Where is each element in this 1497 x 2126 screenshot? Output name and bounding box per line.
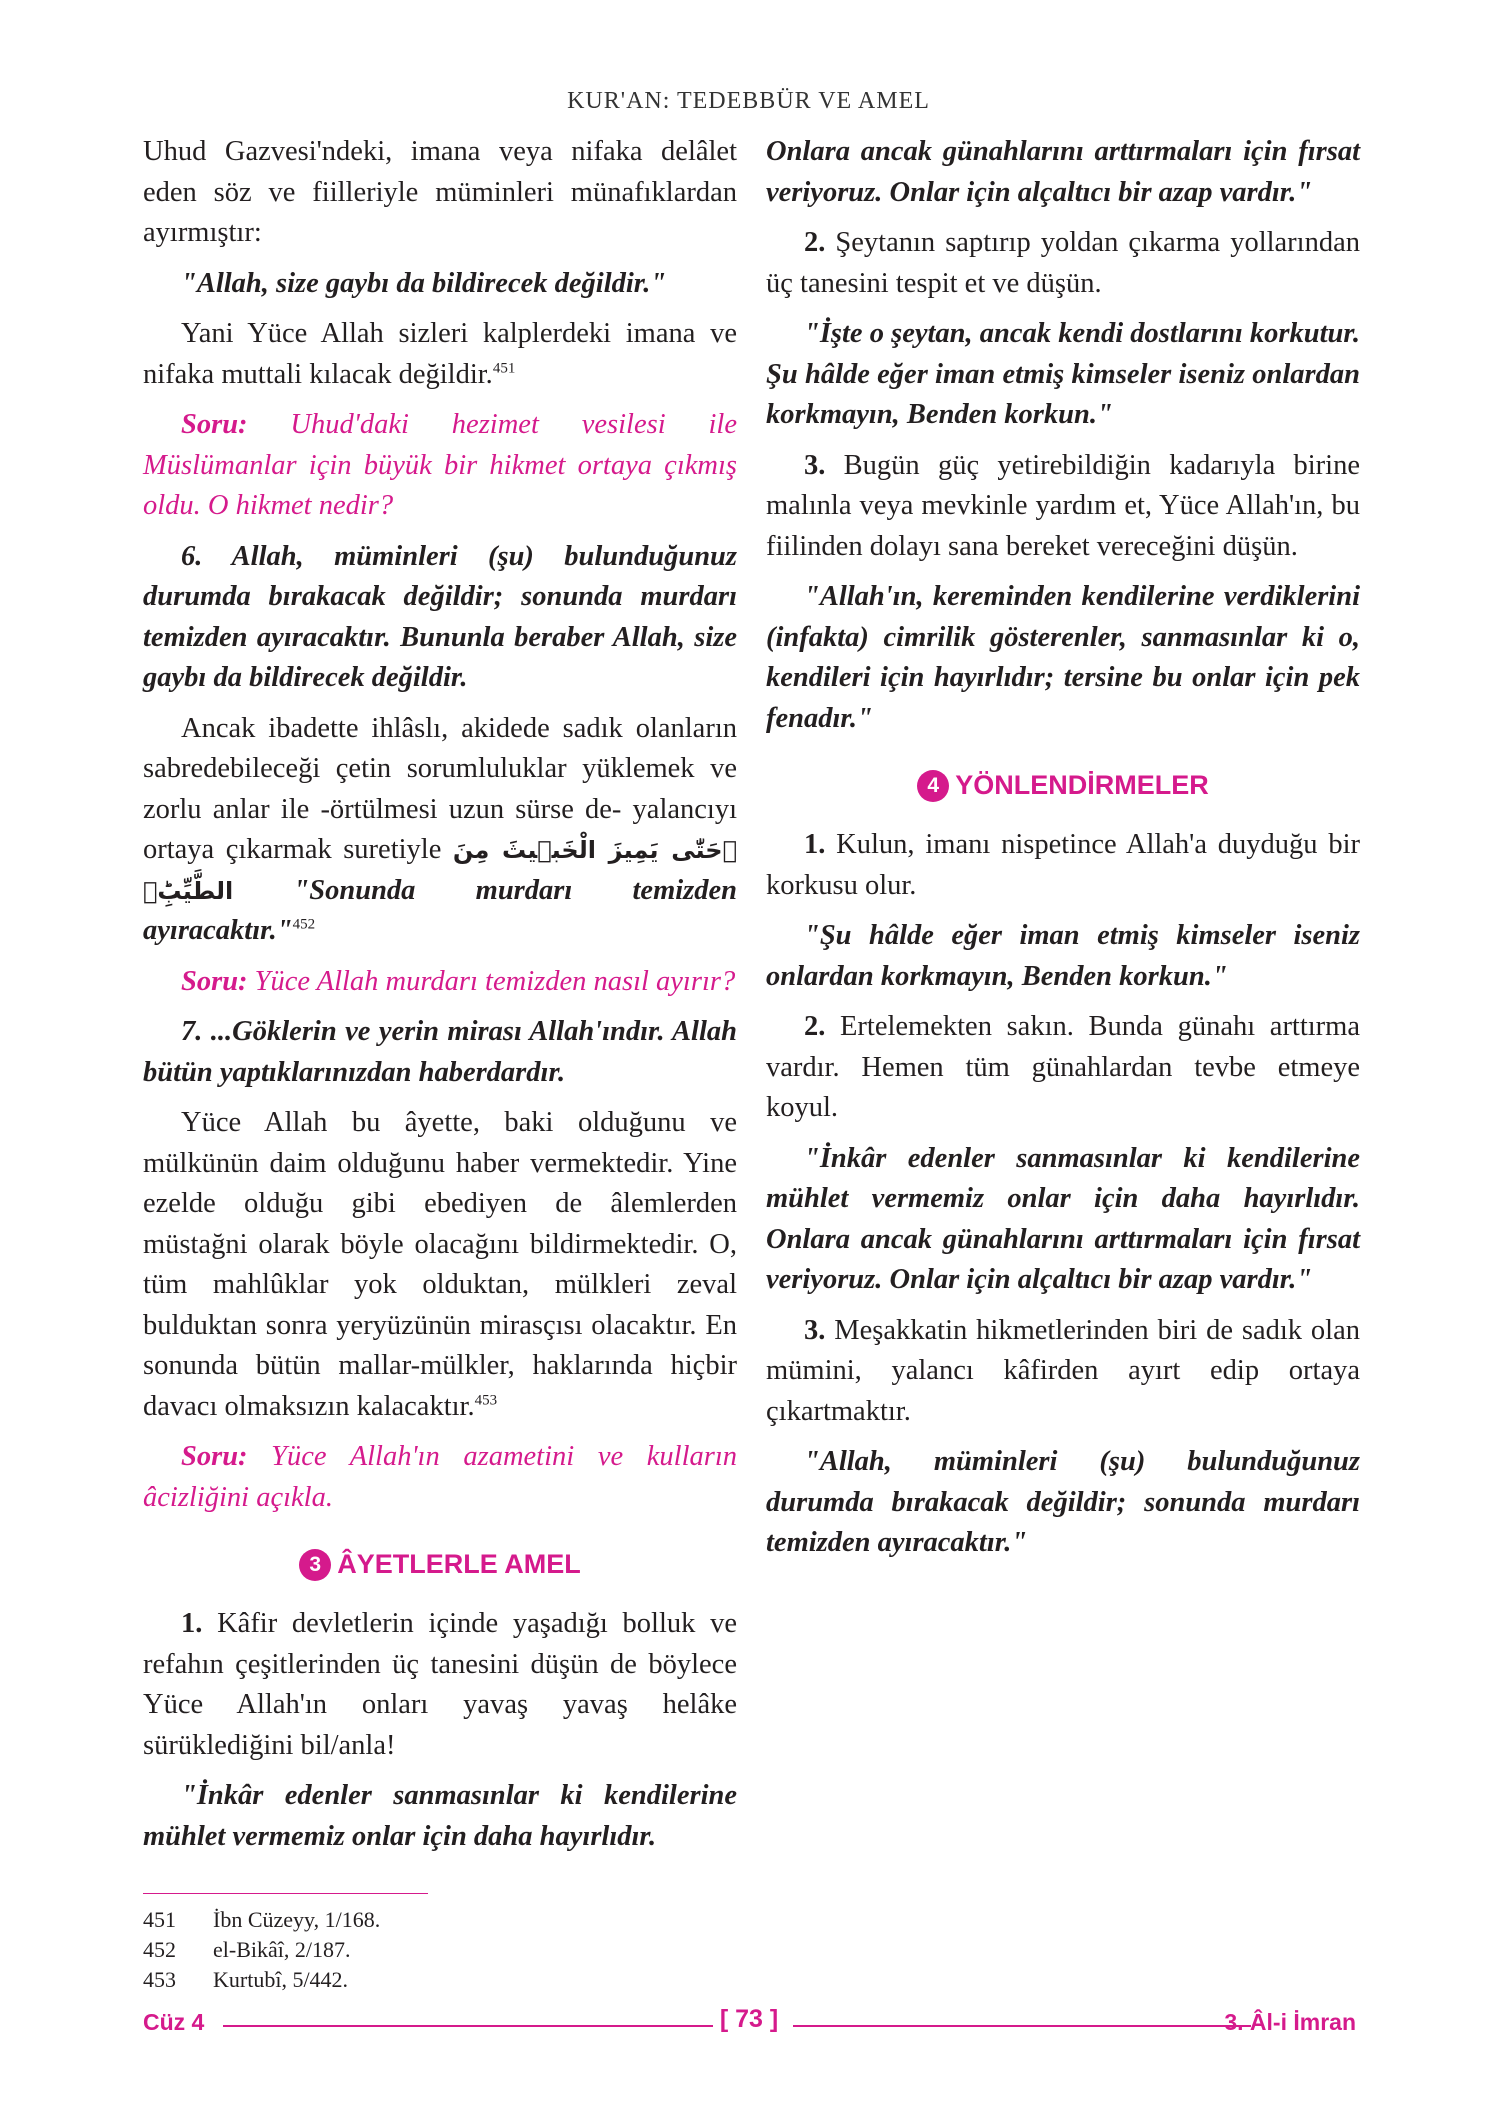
paragraph-text: Şeytanın saptırıp yoldan çıkarma yollarından üç tanesini tespit et ve düşün.	[766, 227, 1360, 299]
right-column	[766, 132, 1360, 1574]
question-text: Yüce Allah murdarı temizden nasıl ayırır?	[247, 965, 736, 997]
running-header: KUR'AN: TEDEBBÜR VE AMEL	[567, 88, 930, 114]
paragraph-text: Ertelemekten sakın. Bunda günahı arttırma vardır. Hemen tüm günahlardan tevbe etmeye koyul.	[766, 1011, 1360, 1123]
paragraph	[766, 1007, 1360, 1129]
item-number: 3.	[804, 1314, 826, 1346]
question-label: Soru:	[181, 1441, 248, 1472]
footer-rule	[793, 2025, 1251, 2027]
question	[143, 962, 737, 1003]
paragraph-text: Ancak ibadette ihlâslı, akidede sadık olanların sabredebileceği çetin sorumluluklar yüklemek ve zorlu anlar ile -örtülmesi uzun sürse de- yalancıyı ortaya çıkarmak suretiyle	[143, 712, 737, 865]
footnotes	[143, 1905, 380, 1995]
juz-label: Cüz 4	[143, 2009, 205, 2035]
question	[143, 1437, 737, 1518]
verse-quote: 7. ...Göklerin ve yerin mirası Allah'ındır. Allah bütün yaptıklarınızdan haberdardır.	[143, 1016, 737, 1088]
section-title: ÂYETLERLE AMEL	[337, 1549, 581, 1579]
footnote-ref[interactable]: 452	[292, 916, 316, 933]
verse-quote: "İnkâr edenler sanmasınlar ki kendilerine mühlet vermemiz onlar için daha hayırlıdır.	[143, 1780, 737, 1852]
footnote-number: 453	[143, 1967, 176, 1992]
arabic-verse: ﴿حَتّٰى يَمِيزَ الْخَب۪يثَ مِنَ الطَّيِّبِؕ﴾	[143, 836, 737, 905]
item-number: 3.	[804, 449, 826, 481]
left-column	[143, 132, 737, 1867]
verse-translation: "Sonunda murdarı temizden ayıracaktır."	[143, 874, 737, 946]
footnote-ref[interactable]: 451	[492, 360, 516, 376]
question	[143, 405, 737, 527]
footnote	[143, 1935, 380, 1965]
paragraph	[766, 1311, 1360, 1433]
question-text: Uhud'daki hezimet vesilesi ile Müslümanlar için büyük bir hikmet ortaya çıkmış oldu. O hikmet nedir?	[143, 409, 737, 521]
footer-rule	[223, 2025, 713, 2027]
verse-quote: "Allah, size gaybı da bildirecek değildir."	[181, 267, 667, 299]
verse-quote: Onlara ancak günahlarını arttırmaları için fırsat veriyoruz. Onlar için alçaltıcı bir azap vardır."	[766, 136, 1360, 208]
item-number: 2.	[804, 227, 826, 258]
footnote-number: 451	[143, 1907, 176, 1932]
verse-quote: "İnkâr edenler sanmasınlar ki kendilerine mühlet vermemiz onlar için daha hayırlıdır. Onlara ancak günahlarını arttırmaları için fırsat veriyoruz. Onlar için alçaltıcı bir azap vardır."	[766, 1142, 1360, 1295]
section-number-badge: 4	[917, 770, 949, 802]
paragraph	[143, 1103, 737, 1427]
section-heading	[143, 1546, 737, 1582]
footnote-text: İbn Cüzeyy, 1/168.	[213, 1907, 381, 1932]
footnote	[143, 1965, 380, 1995]
page-number: [ 73 ]	[719, 2005, 779, 2033]
paragraph	[766, 223, 1360, 304]
verse-quote: "Allah'ın, kereminden kendilerine verdiklerini (infakta) cimrilik gösterenler, sanmasınlar ki o, kendileri için hayırlıdır; tersine bu onlar için pek fenadır."	[766, 581, 1360, 734]
section-number-badge: 3	[299, 1549, 331, 1581]
paragraph	[143, 1604, 737, 1766]
footnote	[143, 1905, 380, 1935]
section-title: YÖNLENDİRMELER	[955, 770, 1209, 800]
item-number: 1.	[804, 829, 826, 860]
paragraph	[766, 825, 1360, 906]
paragraph-text: Yüce Allah bu âyette, baki olduğunu ve mülkünün daim olduğunu haber vermektedir. Yine ezelde olduğu gibi ebediyen de âlemlerden müstağni olarak böyle olacağını bildirmektedir. O, tüm mahlûklar yok olduktan, mülkleri zeval bulduktan sonra yeryüzünün mirasçısı olacaktır. En sonunda bütün mallar-mülkler, haklarında hiçbir davacı olmaksızın kalacaktır.	[143, 1107, 737, 1422]
paragraph	[143, 314, 737, 395]
question-label: Soru:	[181, 965, 248, 997]
paragraph: Uhud Gazvesi'ndeki, imana veya nifaka delâlet eden söz ve fiilleriyle müminleri münafıklardan ayırmıştır:	[143, 136, 737, 248]
item-number: 1.	[181, 1608, 203, 1639]
verse-quote: 6. Allah, müminleri (şu) bulunduğunuz durumda bırakacak değildir; sonunda murdarı temizden ayıracaktır. Bununla beraber Allah, size gaybı da bildirecek değildir.	[143, 540, 737, 693]
paragraph-text: Meşakkatin hikmetlerinden biri de sadık olan mümini, yalancı kâfirden ayırt edip ortaya çıkartmaktır.	[766, 1314, 1360, 1427]
question-text: Yüce Allah'ın azametini ve kulların âcizliğini açıkla.	[143, 1441, 737, 1513]
footnote-text: Kurtubî, 5/442.	[213, 1967, 349, 1992]
verse-quote: "Şu hâlde eğer iman etmiş kimseler iseniz onlardan korkmayın, Benden korkun."	[766, 920, 1360, 992]
footnote-divider	[143, 1893, 428, 1894]
question-label: Soru:	[181, 409, 248, 440]
verse-quote: "Allah, müminleri (şu) bulunduğunuz durumda bırakacak değildir; sonunda murdarı temizden ayıracaktır."	[766, 1446, 1360, 1558]
paragraph	[766, 446, 1360, 568]
paragraph-text: Bugün güç yetirebildiğin kadarıyla birine malınla veya mevkinle yardım et, Yüce Allah'ın, bu fiilinden dolayı sana bereket vereceğini düşün.	[766, 449, 1360, 562]
footnote-number: 452	[143, 1937, 176, 1962]
paragraph-text: Kâfir devletlerin içinde yaşadığı bolluk ve refahın çeşitlerinden üç tanesini düşün de böylece Yüce Allah'ın onları yavaş yavaş helâke sürüklediğini bil/anla!	[143, 1608, 737, 1761]
paragraph-text: Yani Yüce Allah sizleri kalplerdeki imana ve nifaka muttali kılacak değildir.	[143, 318, 737, 390]
surah-label: 3. Âl-i İmran	[1224, 2009, 1356, 2035]
item-number: 2.	[804, 1011, 826, 1042]
footnote-ref[interactable]: 453	[474, 1392, 498, 1408]
paragraph-text: Kulun, imanı nispetince Allah'a duyduğu bir korkusu olur.	[766, 829, 1360, 901]
paragraph	[143, 709, 737, 952]
verse-quote: "İşte o şeytan, ancak kendi dostlarını korkutur. Şu hâlde eğer iman etmiş kimseler iseniz onlardan korkmayın, Benden korkun."	[766, 318, 1360, 430]
page-footer	[143, 2005, 1356, 2041]
section-heading	[766, 767, 1360, 803]
footnote-text: el-Bikâî, 2/187.	[213, 1937, 351, 1962]
